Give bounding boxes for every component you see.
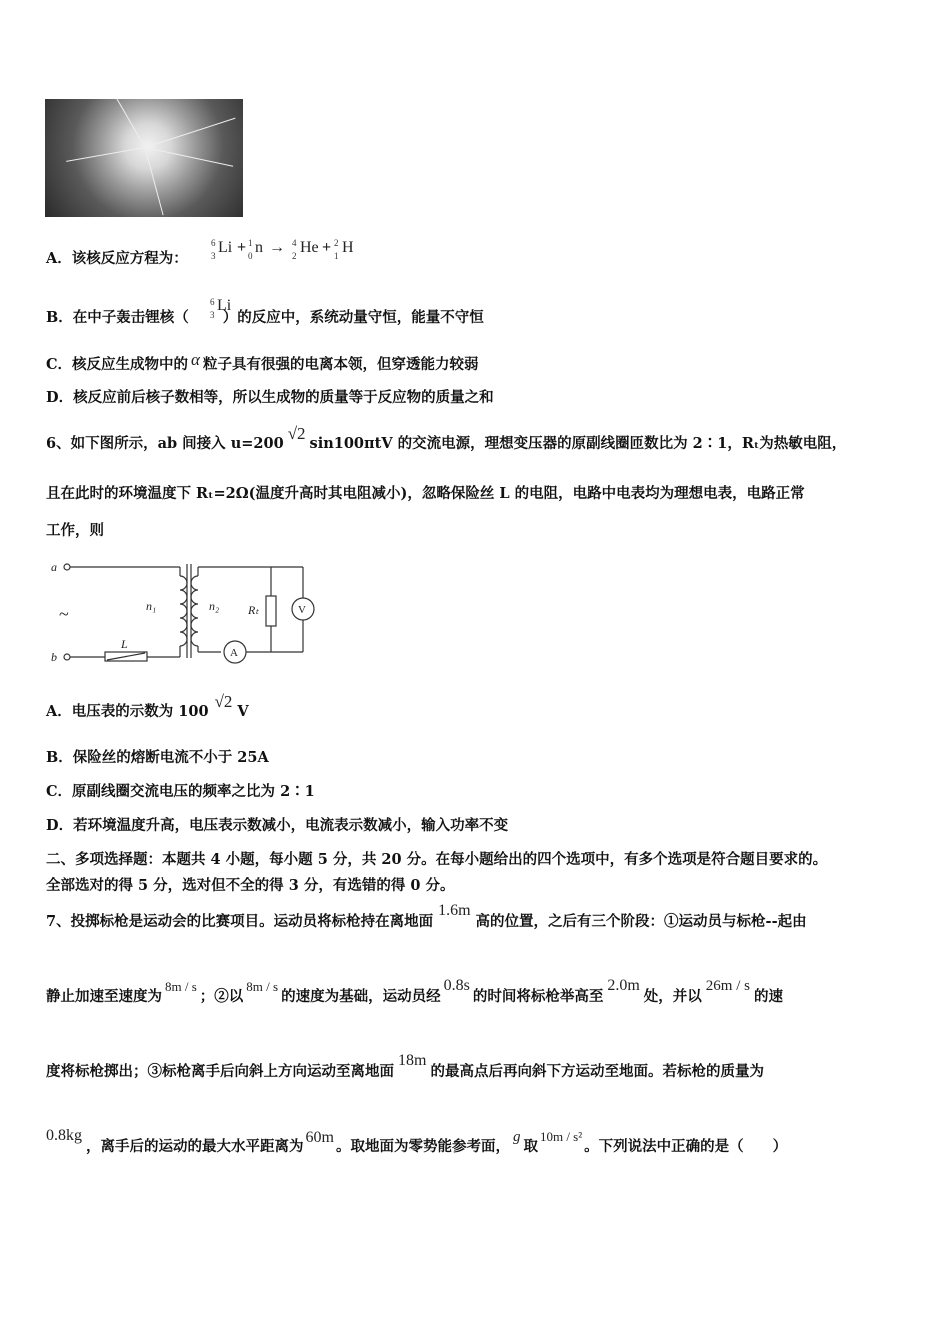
plasma-ball-photo	[45, 99, 243, 217]
q5-option-c: C．核反应生成物中的 α 粒子具有很强的电离本领，但穿透能力较弱	[46, 350, 479, 373]
q5-option-a-prefix: A．该核反应方程为：	[46, 250, 188, 267]
label-L: L	[121, 637, 128, 651]
section2-header-line1: 二、多项选择题：本题共 4 小题，每小题 5 分，共 20 分。在每小题给出的四个选项中，有多个选项是符合题目要求的。	[46, 851, 828, 868]
q5-option-a	[46, 249, 188, 269]
section2-header-line2: 全部选对的得 5 分，选对但不全的得 3 分，有选错的得 0 分。	[46, 877, 455, 894]
transformer-circuit-diagram	[45, 558, 335, 668]
label-n2: n₂	[209, 599, 220, 613]
q7-stem-line4: 0.8kg，离手后的运动的最大水平距离为60m。取地面为零势能参考面，g取10m / s²。下列说法中正确的是（ ）	[46, 1127, 788, 1155]
primary-coil	[180, 576, 187, 646]
label-n1: n₁	[146, 599, 157, 613]
ac-source-symbol: ~	[59, 604, 69, 624]
q7-stem-line3: 度将标枪掷出；③标枪离手后向斜上方向运动至离地面18m的最高点后再向斜下方运动至地面。若标枪的质量为	[46, 1052, 764, 1080]
q5-option-a-equation: 6 3 Li + 1 0 n → 4 2 He + 2 1 H	[211, 238, 354, 261]
q6-stem-line1: 6、如下图所示，ab 间接入 u=200√2sin100πtV 的交流电源，理想变压器的原副线圈匝数比为 2∶1，Rₜ为热敏电阻，	[46, 424, 847, 452]
q6-option-b: B．保险丝的熔断电流不小于 25A	[46, 749, 269, 766]
q6-stem-line3: 工作，则	[46, 522, 104, 539]
label-Rt: Rₜ	[248, 603, 259, 617]
q5-option-b: B．在中子轰击锂核（ ）的反应中，系统动量守恒，能量不守恒	[46, 309, 484, 326]
secondary-coil	[191, 576, 198, 646]
q6-stem-line2: 且在此时的环境温度下 Rₜ=2Ω(温度升高时其电阻减小)，忽略保险丝 L 的电阻，电路中电表均为理想电表，电路正常	[46, 485, 805, 502]
label-a: a	[51, 560, 57, 574]
q5-option-b-lithium: 6 3 Li	[210, 297, 232, 320]
label-b: b	[51, 650, 57, 664]
q6-option-c: C．原副线圈交流电压的频率之比为 2∶1	[46, 783, 315, 800]
q5-option-d: D．核反应前后核子数相等，所以生成物的质量等于反应物的质量之和	[46, 389, 494, 406]
terminal-b	[64, 654, 70, 660]
q7-stem-line1: 7、投掷标枪是运动会的比赛项目。运动员将标枪持在离地面1.6m高的位置，之后有三个阶段：①运动员与标枪--起由	[46, 902, 807, 930]
q6-option-d: D．若环境温度升高，电压表示数减小，电流表示数减小，输入功率不变	[46, 817, 509, 834]
thermistor-Rt	[266, 596, 276, 626]
q6-option-a: A．电压表的示数为 100√2V	[46, 692, 249, 720]
sqrt2-symbol: √2	[287, 424, 306, 443]
terminal-a	[64, 564, 70, 570]
q7-stem-line2: 静止加速至速度为8m / s；②以8m / s的速度为基础，运动员经0.8s的时间将标枪举高至2.0m处，并以26m / s的速	[46, 977, 783, 1005]
alpha-symbol: α	[191, 350, 200, 369]
label-voltmeter: V	[298, 604, 306, 616]
label-ammeter: A	[230, 647, 238, 659]
